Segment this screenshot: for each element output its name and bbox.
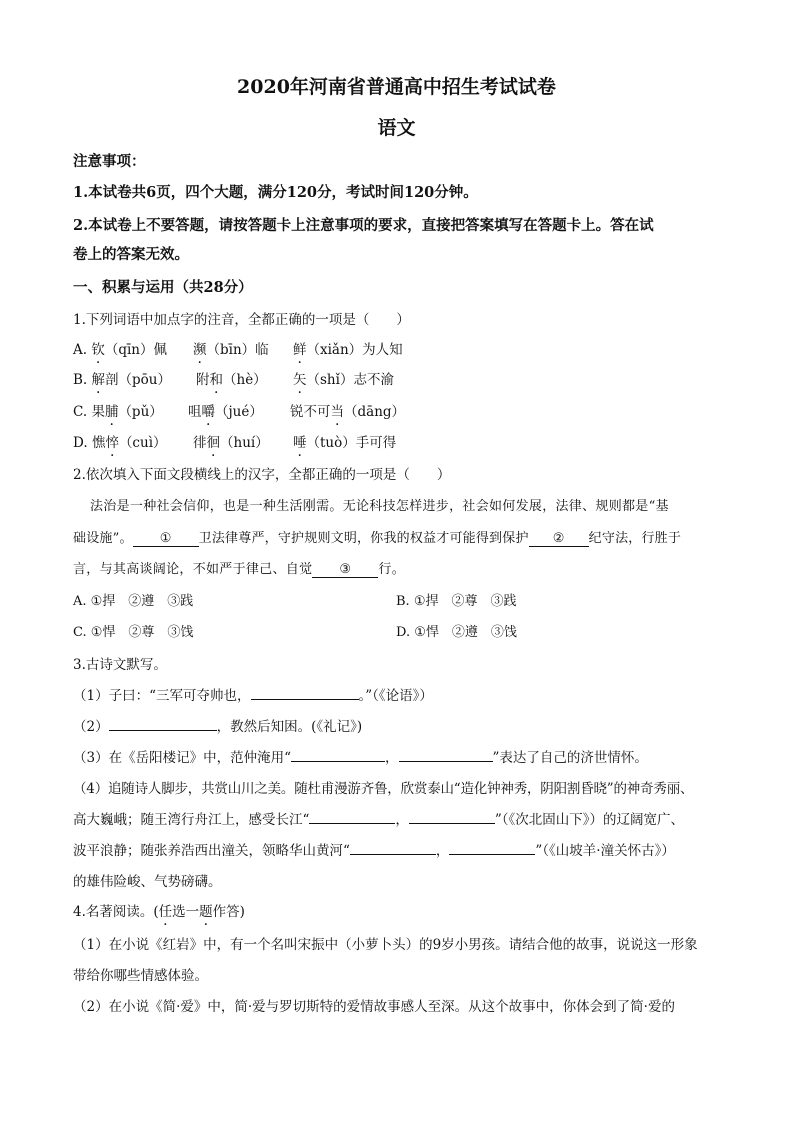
q1-option-b-label: B.	[73, 372, 88, 388]
q2-passage-text-2c: 纪守法，行胜于	[588, 531, 682, 546]
q1-option-b-word-2	[196, 368, 267, 388]
q1-option-c-word-3	[290, 400, 405, 420]
q1-c-text-3: （dāng）	[344, 404, 406, 420]
q1-option-a-word-1	[73, 338, 167, 358]
q1-option-b-word-3	[293, 368, 394, 388]
q1-option-d-word-2	[193, 431, 269, 451]
q3-item-4-line-3	[73, 839, 675, 859]
q4-item-1-line-1: （1）在小说《红岩》中，有一个名叫宋振中（小萝卜头）的9岁小男孩。请结合他的故事，说说这一形象	[73, 937, 698, 953]
q1-b-dotted-char-3: 矢	[293, 372, 307, 388]
section-heading-1: 一、积累与运用（共28分）	[73, 279, 253, 296]
q1-c-text-3a: 锐不可	[290, 404, 331, 420]
q2-blank-2: ②	[529, 531, 589, 547]
notice-item-2-line-1: 2.本试卷上不要答题，请按答题卡上注意事项的要求，直接把答案填写在答题卡上。答在试	[73, 217, 654, 234]
q1-option-a-label: A.	[73, 342, 88, 358]
q1-b-dotted-char-1: 解	[91, 372, 106, 388]
q3-item-3-blank-2	[399, 749, 493, 762]
q2-blank-1: ①	[133, 531, 199, 547]
q3-item-4-blank-4	[449, 842, 535, 855]
q1-c-text-2a: 咀	[188, 404, 202, 420]
notice-item-2-line-2: 卷上的答案无效。	[73, 246, 189, 263]
q2-option-a: A. ①捍 ②遵 ③践	[73, 594, 194, 609]
q3-item-1-blank	[251, 687, 359, 700]
q1-d-text-1: （cuì）	[118, 435, 167, 451]
q2-passage-text-3a: 言，与其高谈阔论，不如严于律己、自觉	[73, 562, 313, 577]
exam-title: 2020年河南省普通高中招生考试试卷	[237, 76, 556, 98]
q3-item-3-blank-1	[291, 749, 385, 762]
q3-item-2	[73, 715, 362, 735]
q1-b-text-2a: 附	[196, 372, 210, 388]
q1-a-dotted-char-3: 鲜	[293, 342, 307, 358]
q3-item-4-text-b2: ，	[395, 812, 409, 828]
q2-option-c: C. ①悍 ②尊 ③饯	[73, 625, 194, 640]
q2-passage-text-3b: 行。	[378, 562, 406, 577]
q1-d-text-1a: 憔	[91, 435, 106, 451]
q1-d-dotted-char-1: 悴	[105, 435, 119, 451]
q1-a-text-2: （bīn）临	[206, 342, 269, 358]
q3-item-4-text-b3: ”（《次北固山下》）的辽阔宽广、	[494, 812, 685, 828]
q2-passage-text-2b: 卫法律尊严，守护规则文明，你我的权益才可能得到保护	[198, 531, 529, 546]
q1-option-d-label: D.	[73, 435, 88, 451]
q1-d-text-2a: 徘	[193, 435, 207, 451]
q1-c-dotted-char-2: 嚼	[201, 404, 215, 420]
q3-item-3-text-b: ，	[385, 750, 399, 766]
q4-stem	[73, 900, 245, 920]
q3-item-4-blank-1	[309, 811, 395, 824]
q3-item-2-blank	[109, 718, 217, 731]
q1-option-d-word-1	[73, 431, 167, 451]
q1-c-text-2: （jué）	[215, 404, 263, 420]
q1-a-dotted-char-1: 钦	[91, 342, 105, 358]
q1-option-d-word-3	[293, 431, 396, 451]
notice-item-1: 1.本试卷共6页，四个大题，满分120分，考试时间120分钟。	[73, 184, 478, 201]
q1-c-dotted-char-3: 当	[330, 404, 344, 420]
q3-item-4-line-1: （4）追随诗人脚步，共赏山川之美。随杜甫漫游齐鲁，欣赏泰山“造化钟神秀，阴阳割昏晓”的神奇秀丽、	[73, 781, 694, 797]
q4-stem-dotted-char-1: 任	[158, 904, 173, 920]
q2-stem: 2.依次填入下面文段横线上的汉字，全都正确的一项是（ ）	[73, 467, 451, 483]
q4-item-1-line-2: 带给你哪些情感体验。	[73, 968, 208, 984]
q1-b-dotted-char-2: 和	[209, 372, 223, 388]
q1-a-text-3: （xiǎn）为人知	[306, 342, 403, 358]
q1-option-a-word-2	[193, 338, 269, 358]
q1-b-text-2: （hè）	[223, 372, 267, 388]
q2-passage-line-1: 法治是一种社会信仰，也是一种生活刚需。无论科技怎样进步，社会如何发展，法律、规则都是“基	[90, 499, 669, 514]
q2-option-d: D. ①悍 ②遵 ③饯	[396, 625, 517, 640]
q3-stem: 3.古诗文默写。	[73, 657, 167, 673]
q3-item-2-text-b: ，教然后知困。(《礼记》)	[216, 719, 363, 735]
q3-item-3	[73, 746, 648, 766]
q3-item-4-blank-3	[350, 842, 436, 855]
q1-option-c-word-2	[188, 400, 263, 420]
q1-d-text-3: （tuò）手可得	[306, 435, 397, 451]
q1-b-text-1: 剖（pōu）	[105, 372, 171, 388]
q3-item-1-text-a: （1）子曰：“三军可夺帅也，	[73, 688, 251, 704]
q1-stem: 1.下列词语中加点字的注音，全都正确的一项是（ ）	[73, 312, 410, 328]
q3-item-4-text-c3: ”（《山坡羊·潼关怀古》）	[535, 843, 675, 859]
q3-item-4-blank-2	[409, 811, 495, 824]
notice-heading: 注意事项：	[73, 153, 146, 170]
q4-stem-text-b: 选一	[172, 904, 200, 920]
q3-item-4-text-c2: ，	[435, 843, 450, 859]
q3-item-3-text-a: （3）在《岳阳楼记》中，范仲淹用“	[73, 750, 291, 766]
q1-c-text-1a: 果	[91, 404, 105, 420]
q3-item-2-text-a: （2）	[73, 719, 109, 735]
q1-c-text-1: （pǔ）	[118, 404, 163, 420]
q3-item-1-text-b: 。”（《论语》）	[358, 688, 433, 704]
q1-d-text-2: （huí）	[220, 435, 269, 451]
q1-option-c-word-1	[73, 400, 163, 420]
q1-option-c-label: C.	[73, 404, 88, 420]
q3-item-4-text-c1: 波平浪静；随张养浩西出潼关，领略华山黄河“	[73, 843, 350, 859]
q2-option-b: B. ①捍 ②尊 ③践	[396, 594, 517, 609]
q1-a-dotted-char-2: 濒	[193, 342, 207, 358]
q2-passage-line-2	[73, 527, 681, 547]
subject-title: 语文	[377, 117, 416, 139]
q3-item-4-text-b1: 高大巍峨；随王湾行舟江上，感受长江“	[73, 812, 310, 828]
q3-item-4-line-4: 的雄伟险峻、气势磅礴。	[73, 874, 222, 890]
q1-d-dotted-char-3: 唾	[293, 435, 307, 451]
q3-item-3-text-c: ”表达了自己的济世情怀。	[492, 750, 648, 766]
q4-stem-text-a: 4.名著阅读。(	[73, 904, 159, 920]
q2-passage-line-3	[73, 558, 405, 578]
q1-a-text-1: （qīn）佩	[104, 342, 167, 358]
q1-option-b-word-1	[73, 368, 171, 388]
q4-stem-text-c: 作答)	[212, 904, 245, 920]
q1-option-a-word-3	[293, 338, 403, 358]
q1-b-text-3: （shǐ）志不渝	[306, 372, 394, 388]
q1-c-dotted-char-1: 脯	[104, 404, 119, 420]
q4-item-2-line-1: （2）在小说《简·爱》中，简·爱与罗切斯特的爱情故事感人至深。从这个故事中，你体会到了简·爱的	[73, 999, 675, 1015]
q2-passage-text-2a: 础设施”。	[73, 531, 133, 546]
q4-stem-dotted-char-2: 题	[199, 904, 213, 920]
q3-item-4-line-2	[73, 808, 684, 828]
q3-item-1	[73, 684, 433, 704]
q1-d-dotted-char-2: 徊	[206, 435, 220, 451]
q2-blank-3: ③	[312, 562, 378, 578]
